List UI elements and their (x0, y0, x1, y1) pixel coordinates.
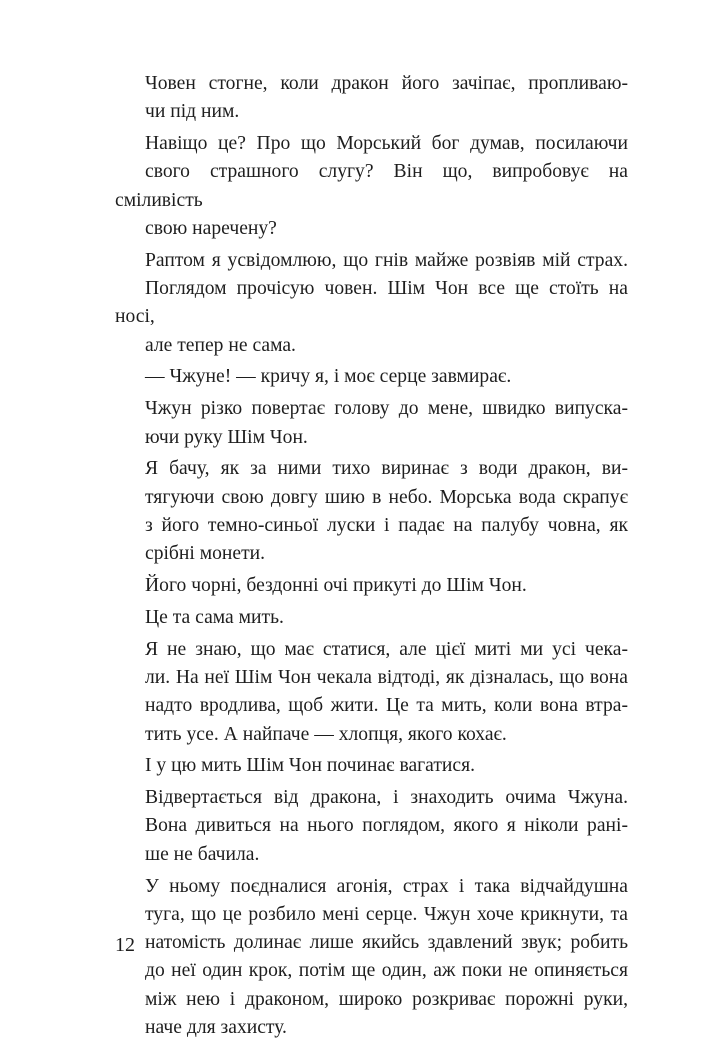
paragraph (115, 873, 628, 1043)
text-line: срібні монети. (145, 543, 266, 565)
text-line: з його темно-синьої луски і падає на палубу човна, як (145, 514, 628, 536)
text-line: Раптом я усвідомлюю, що гнів майже розвіяв мій страх. (145, 249, 628, 271)
paragraph (115, 455, 628, 568)
text-line: ли. На неї Шім Чон чекала відтоді, як дізналась, що вона (145, 666, 628, 688)
text-line: свою наречену? (145, 217, 277, 239)
paragraph (115, 604, 628, 632)
text-line: наче для захисту. (145, 1017, 287, 1038)
text-line: Вона дивиться на нього поглядом, якого я ніколи рані- (145, 815, 628, 837)
text-line: надто вродлива, щоб жити. Це та мить, коли вона втра- (145, 695, 628, 717)
text-line: ше не бачила. (145, 843, 260, 865)
text-line: — Чжуне! — кричу я, і моє серце завмирає. (145, 366, 512, 388)
text-line: Я бачу, як за ними тихо виринає з води дракон, ви- (145, 458, 628, 480)
paragraph (115, 752, 628, 780)
page-number: 12 (115, 934, 135, 956)
text-line: між нею і драконом, широко розкриває порожні руки, (145, 988, 628, 1010)
paragraph (115, 636, 628, 749)
text-line: до неї один крок, потім ще один, аж поки не опиняється (145, 960, 628, 982)
text-line: Відвертається від дракона, і знаходить очима Чжуна. (145, 787, 628, 809)
text-line: Я не знаю, що має статися, але цієї миті ми усі чека- (145, 638, 628, 660)
paragraph (115, 395, 628, 452)
paragraph (115, 130, 628, 243)
paragraph (115, 572, 628, 600)
text-line: Це та сама мить. (145, 606, 284, 628)
paragraph (115, 70, 628, 127)
paragraph (115, 247, 628, 360)
text-line: І у цю мить Шім Чон починає вагатися. (145, 755, 476, 777)
text-line: У ньому поєдналися агонія, страх і така відчайдушна (145, 875, 628, 897)
text-line: Його чорні, бездонні очі прикуті до Шім Чон. (145, 575, 527, 597)
text-line: Чжун різко повертає голову до мене, швидко випуска- (145, 398, 628, 420)
paragraph (115, 363, 628, 391)
text-line: тягуючи свою довгу шию в небо. Морська вода скрапує (145, 486, 628, 508)
text-line: Човен стогне, коли дракон його зачіпає, пропливаю- (145, 73, 628, 94)
body-text (115, 70, 628, 1046)
text-line: чи під ним. (145, 101, 240, 123)
text-line: натомість долинає лише якийсь здавлений звук; робить (145, 932, 628, 954)
text-line: ючи руку Шім Чон. (145, 426, 308, 448)
text-line: тить усе. А найпаче — хлопця, якого кохає. (145, 723, 507, 745)
text-line: Поглядом прочісую човен. Шім Чон все ще стоїть на носі, (115, 278, 628, 328)
text-line: Навіщо це? Про що Морський бог думав, посилаючи (145, 133, 628, 155)
paragraph (115, 784, 628, 869)
text-line: але тепер не сама. (145, 334, 296, 356)
text-line: туга, що це розбило мені серце. Чжун хоче крикнути, та (145, 903, 628, 925)
text-line: свого страшного слугу? Він що, випробовує на сміливість (115, 161, 628, 211)
